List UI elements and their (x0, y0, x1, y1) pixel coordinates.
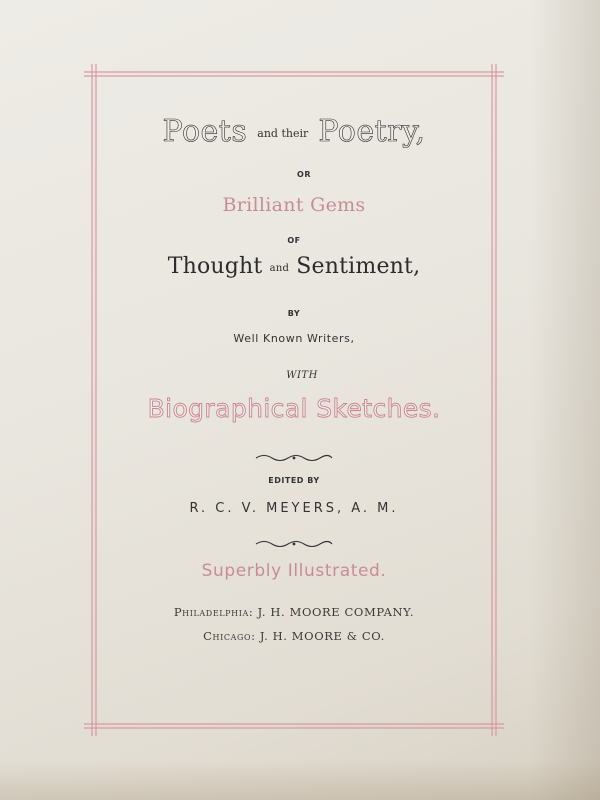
title-joiner: and their (257, 127, 309, 140)
title-page-content (84, 64, 504, 736)
of-label: OF (287, 236, 301, 245)
subtitle-thought (84, 254, 504, 279)
biographical-sketches: Biographical Sketches. (147, 394, 441, 423)
superbly-illustrated: Superbly Illustrated. (201, 561, 387, 581)
ornament-divider-icon (254, 538, 334, 550)
edited-by-label: EDITED BY (268, 476, 320, 485)
title-part1: Poets (162, 114, 248, 149)
ornament-divider-icon (254, 452, 334, 464)
thought-joiner: and (269, 263, 290, 274)
publisher-philadelphia (84, 605, 504, 619)
or-label: OR (297, 170, 311, 179)
with-label: WITH (286, 370, 318, 381)
subtitle-gems: Brilliant Gems (222, 194, 366, 216)
publisher-name: : J. H. MOORE COMPANY. (248, 605, 415, 619)
publisher-city: Chicago (203, 629, 252, 643)
page-bottom-edge (0, 760, 600, 800)
publisher-chicago (84, 629, 504, 643)
editor-name: R. C. V. MEYERS, A. M. (189, 501, 399, 516)
main-title (84, 114, 504, 149)
thought-part1: Thought (167, 254, 263, 279)
by-label: BY (287, 309, 301, 318)
spine-shadow (530, 0, 600, 800)
title-part2: Poetry, (318, 114, 426, 149)
publisher-name: : J. H. MOORE & CO. (251, 629, 385, 643)
publisher-city: Philadelphia (173, 605, 249, 619)
thought-part2: Sentiment, (296, 254, 421, 279)
writers-line: Well Known Writers, (233, 332, 355, 345)
